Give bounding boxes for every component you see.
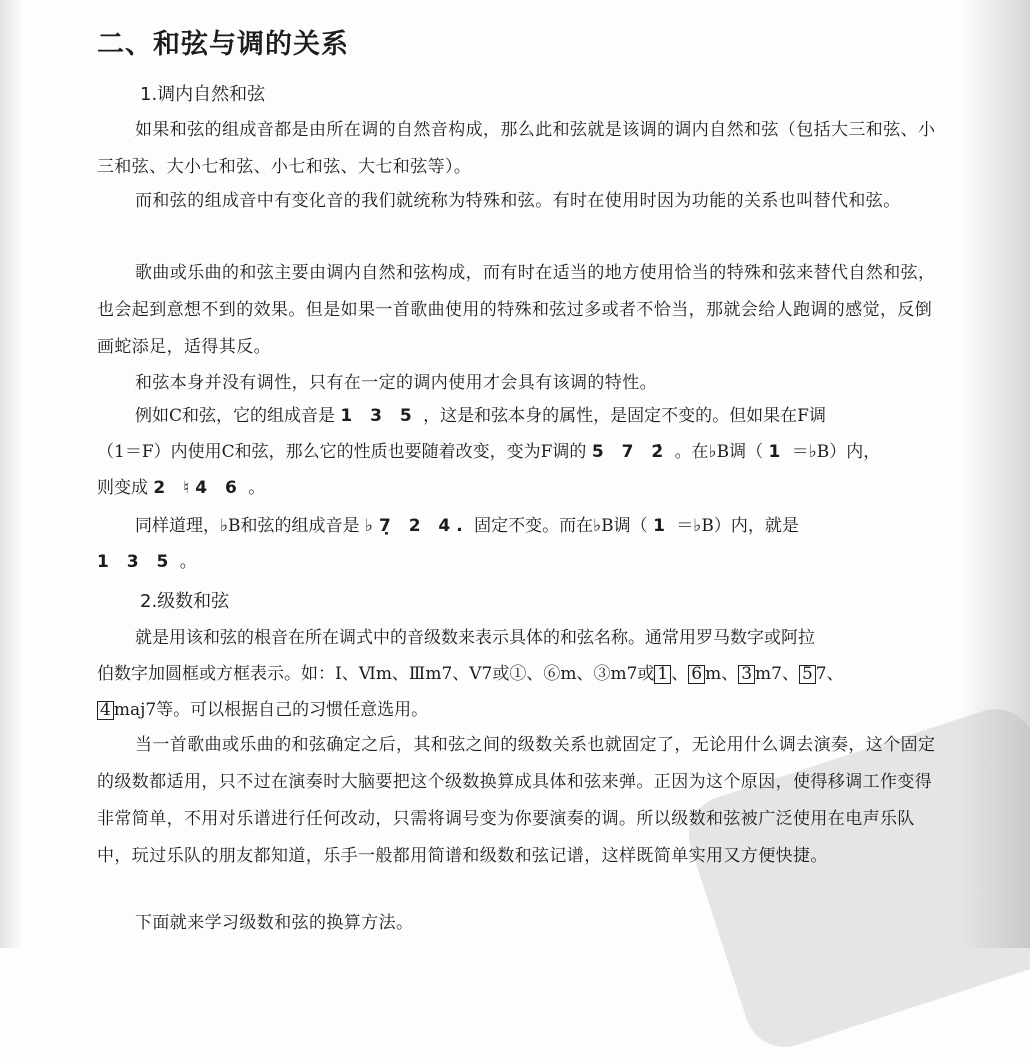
boxed-numeral: 3 (738, 665, 755, 684)
text-run: ＝♭B）内， (791, 442, 881, 462)
note-numbers: 1 3 5 (97, 552, 175, 572)
text-run: 7、 (815, 664, 844, 684)
note-numbers: ♭7̣ 2 4. (364, 516, 469, 536)
text-run: m7、 (755, 664, 799, 684)
text-run: 、 (671, 664, 689, 684)
text-run: 例如C和弦，它的组成音是 (135, 406, 336, 426)
paragraph-3: 歌曲或乐曲的和弦主要由调内自然和弦构成，而有时在适当的地方使用恰当的特殊和弦来替代自然和弦，也会起到意想不到的效果。但是如果一首歌曲使用的特殊和弦过多或者不恰当，那就会给人跑调的感觉，反倒画蛇添足，适得其反。 (97, 263, 936, 357)
text-run: m、 (705, 664, 739, 684)
note-numbers: 1 3 5 (340, 406, 418, 426)
boxed-numeral: 1 (654, 665, 671, 684)
text-run: （1＝F）内使用C和弦，那么它的性质也要随着改变，变为F调的 (97, 442, 587, 462)
text-run: ，这是和弦本身的属性，是固定不变的。但如果在F调 (423, 406, 826, 426)
subsection-title-2: 2.级数和弦 (140, 591, 230, 612)
note-numbers: 1 (768, 442, 787, 462)
text-run: 同样道理，♭B和弦的组成音是 (135, 516, 360, 536)
text-run: ＝♭B）内，就是 (676, 516, 799, 536)
section-title: 二、和弦与调的关系 (97, 29, 349, 60)
paragraph-1: 如果和弦的组成音都是由所在调的自然音构成，那么此和弦就是该调的调内自然和弦（包括大三和弦、小三和弦、大小七和弦、小七和弦、大七和弦等）。 (97, 120, 936, 177)
note-numbers: 5 7 2̇ (591, 442, 670, 462)
note-numbers: 2 ♮4 6 (153, 478, 243, 498)
boxed-numeral: 4 (97, 701, 114, 720)
text-run: 固定不变。而在♭B调（ (474, 516, 648, 536)
note-numbers: 1 (653, 516, 671, 536)
paragraph-7-line-2 (97, 656, 844, 693)
paragraph-7-line-1: 就是用该和弦的根音在所在调式中的音级数来表示具体的和弦名称。通常用罗马数字或阿拉 (135, 628, 815, 648)
text-run: maj7等。可以根据自己的习惯任意选用。 (113, 700, 429, 720)
paragraph-9: 下面就来学习级数和弦的换算方法。 (135, 913, 414, 933)
paragraph-5-line-2 (97, 434, 880, 471)
subsection-title-1: 1.调内自然和弦 (140, 84, 266, 105)
text-run: 则变成 (97, 478, 148, 498)
paragraph-8: 当一首歌曲或乐曲的和弦确定之后，其和弦之间的级数关系也就固定了，无论用什么调去演奏，这个固定的级数都适用，只不过在演奏时大脑要把这个级数换算成具体和弦来弹。正因为这个原因，使得移调工作变得非常简单，不用对乐谱进行任何改动，只需将调号变为你要演奏的调。所以级数和弦被广泛使用在电声乐队中，玩过乐队的朋友都知道，乐手一般都用简谱和级数和弦记谱，这样既简单实用又方便快捷。 (97, 735, 936, 866)
paragraph-7-line-3 (97, 692, 428, 729)
paragraph-6-line-2 (97, 544, 197, 581)
paragraph-2: 而和弦的组成音中有变化音的我们就统称为特殊和弦。有时在使用时因为功能的关系也叫替代和弦。 (135, 191, 901, 211)
paragraph-5-line-1 (135, 398, 826, 435)
boxed-numeral: 6 (688, 665, 705, 684)
text-run: 伯数字加圆框或方框表示。如：Ⅰ、Ⅵm、Ⅲm7、Ⅴ7或①、⑥m、③m7或 (97, 664, 655, 684)
paragraph-6-line-1 (135, 508, 799, 545)
paragraph-4: 和弦本身并没有调性，只有在一定的调内使用才会具有该调的特性。 (135, 373, 657, 393)
text-run: 。在♭B调（ (674, 442, 764, 462)
text-run: 。 (179, 552, 197, 572)
paragraph-5-line-3 (97, 470, 265, 507)
text-run: 。 (248, 478, 266, 498)
boxed-numeral: 5 (799, 665, 816, 684)
